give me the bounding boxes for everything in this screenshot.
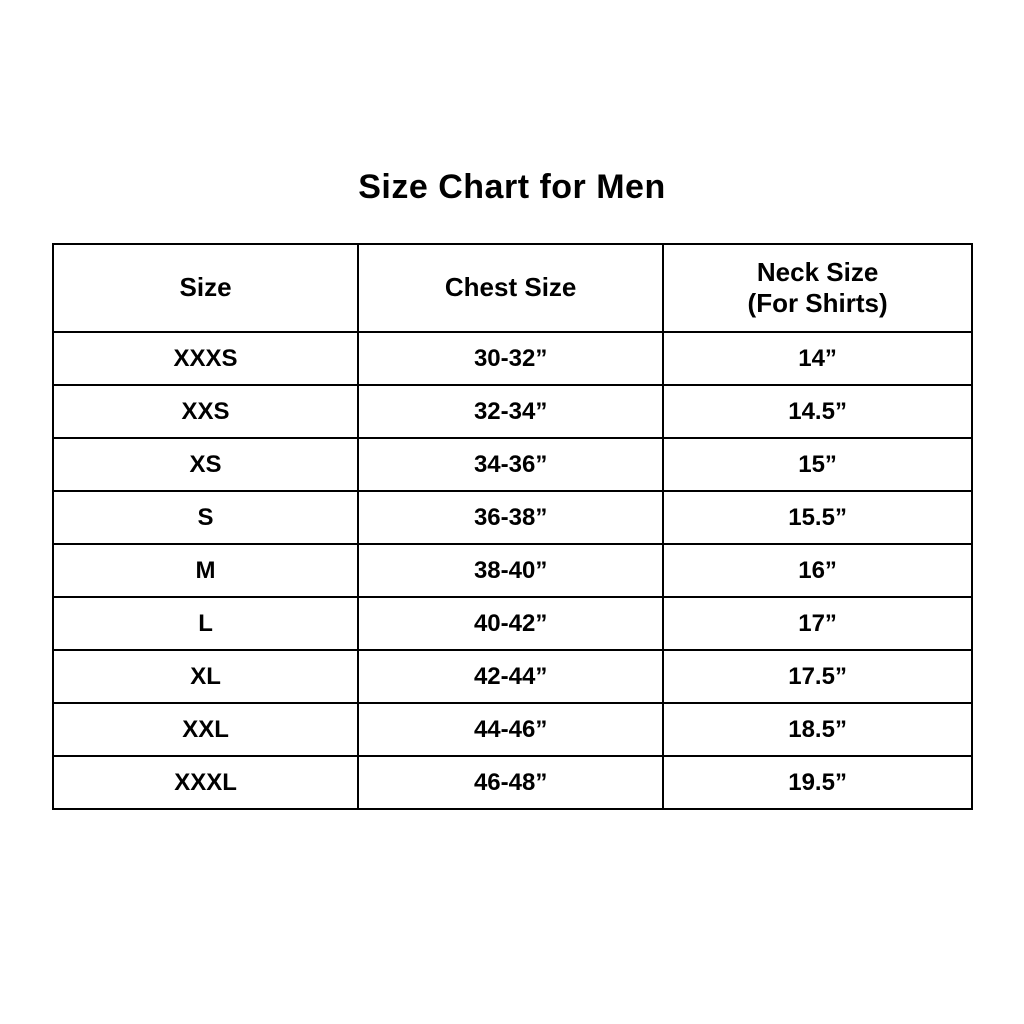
table-row bbox=[53, 756, 972, 809]
table-cell: 30-32” bbox=[358, 332, 663, 385]
table-cell: 18.5” bbox=[663, 703, 972, 756]
table-cell: 42-44” bbox=[358, 650, 663, 703]
table-cell: 17” bbox=[663, 597, 972, 650]
table-cell: XXXS bbox=[53, 332, 358, 385]
table-cell: XXXL bbox=[53, 756, 358, 809]
table-header bbox=[53, 244, 972, 332]
table-cell: XXL bbox=[53, 703, 358, 756]
table-cell: 44-46” bbox=[358, 703, 663, 756]
table-cell: 17.5” bbox=[663, 650, 972, 703]
table-cell: M bbox=[53, 544, 358, 597]
table-cell: S bbox=[53, 491, 358, 544]
table-row bbox=[53, 332, 972, 385]
table-row bbox=[53, 597, 972, 650]
size-chart-body bbox=[53, 332, 972, 809]
table-cell: 15.5” bbox=[663, 491, 972, 544]
table-cell: XXS bbox=[53, 385, 358, 438]
size-chart-table bbox=[52, 243, 973, 810]
header-row bbox=[53, 244, 972, 332]
table-cell: 36-38” bbox=[358, 491, 663, 544]
chart-title: Size Chart for Men bbox=[358, 168, 666, 206]
table-cell: 15” bbox=[663, 438, 972, 491]
table-cell: 19.5” bbox=[663, 756, 972, 809]
table-row bbox=[53, 491, 972, 544]
column-header-size: Size bbox=[53, 244, 358, 332]
table-cell: 40-42” bbox=[358, 597, 663, 650]
table-cell: 34-36” bbox=[358, 438, 663, 491]
column-header-neck-size-sublabel: (For Shirts) bbox=[747, 288, 888, 318]
table-row bbox=[53, 385, 972, 438]
table-cell: L bbox=[53, 597, 358, 650]
table-cell: 16” bbox=[663, 544, 972, 597]
column-header-chest-size: Chest Size bbox=[358, 244, 663, 332]
table-cell: 46-48” bbox=[358, 756, 663, 809]
table-row bbox=[53, 544, 972, 597]
table-cell: 14” bbox=[663, 332, 972, 385]
table-row bbox=[53, 650, 972, 703]
table-cell: 38-40” bbox=[358, 544, 663, 597]
column-header-neck-size bbox=[663, 244, 972, 332]
table-cell: 14.5” bbox=[663, 385, 972, 438]
table-row bbox=[53, 703, 972, 756]
table-cell: XL bbox=[53, 650, 358, 703]
table-row bbox=[53, 438, 972, 491]
column-header-neck-size-label: Neck Size bbox=[756, 256, 879, 287]
table-cell: XS bbox=[53, 438, 358, 491]
table-cell: 32-34” bbox=[358, 385, 663, 438]
